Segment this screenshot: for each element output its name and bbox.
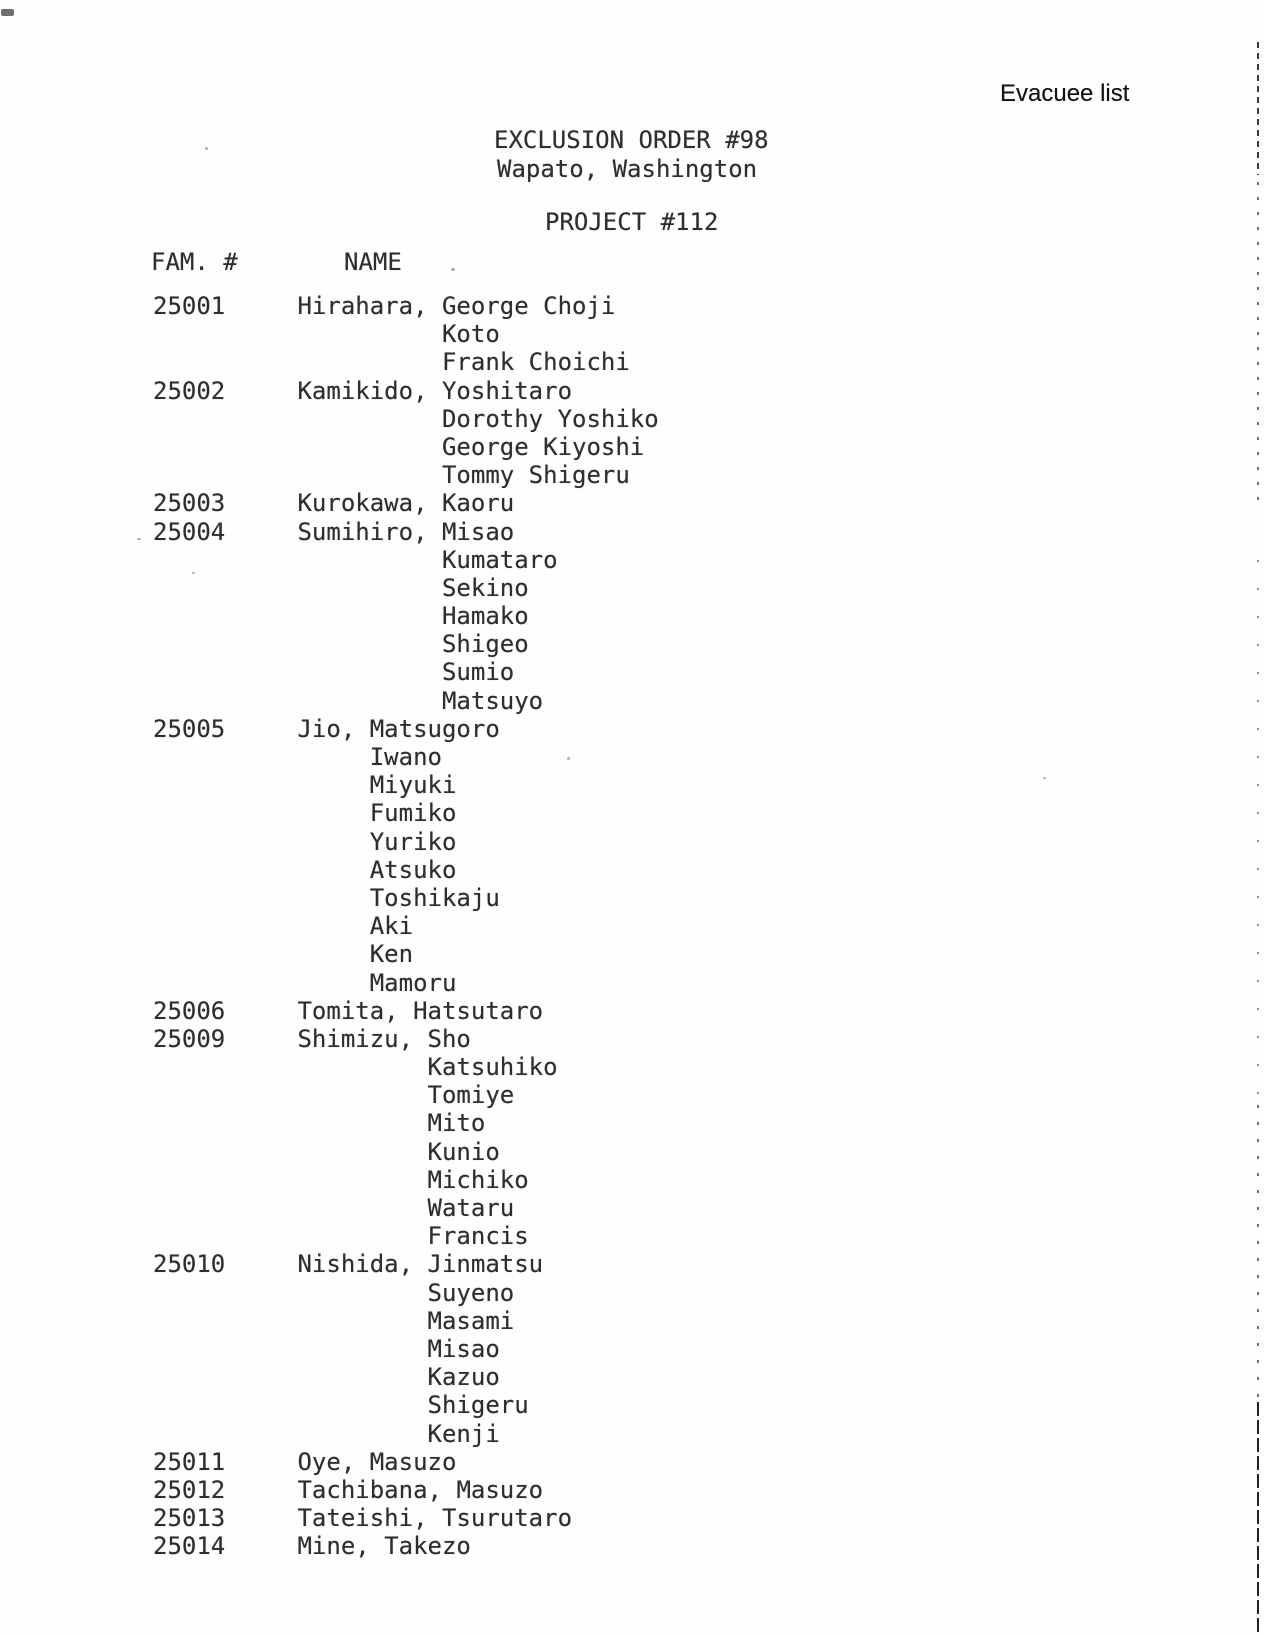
family-number: 25009	[153, 1024, 226, 1053]
member-name: Masuzo	[456, 1475, 544, 1504]
member-name: Hamako	[441, 602, 529, 631]
column-header-name: NAME	[344, 248, 402, 276]
table-row	[153, 574, 659, 602]
family-number: 25002	[153, 376, 226, 405]
scan-speck	[137, 538, 141, 540]
table-row	[153, 1532, 659, 1560]
table-row	[153, 912, 659, 940]
scan-edge-line-segment	[1257, 182, 1259, 512]
family-number: 25003	[153, 489, 226, 518]
member-name: Takezo	[384, 1532, 471, 1561]
table-row	[153, 743, 659, 771]
scan-edge-line-segment	[1257, 42, 1259, 175]
member-name: Misao	[441, 517, 515, 546]
table-row	[153, 1363, 659, 1391]
family-surname: Nishida,	[297, 1250, 428, 1279]
scan-speck	[451, 268, 455, 271]
table-row	[153, 1279, 659, 1307]
table-row	[153, 1222, 659, 1250]
member-name: Tomiye	[427, 1081, 515, 1110]
member-name: Sumio	[441, 658, 515, 687]
scan-speck	[1043, 777, 1046, 779]
member-name: Misao	[427, 1334, 500, 1363]
scan-edge-line-segment	[1257, 1105, 1259, 1400]
scan-edge-line-segment	[1257, 560, 1259, 1100]
member-name: Fumiko	[369, 799, 457, 828]
scan-smudge	[1, 9, 14, 16]
table-row	[153, 1476, 659, 1504]
document-title: EXCLUSION ORDER #98	[494, 126, 769, 154]
table-row	[153, 771, 659, 799]
member-name: Iwano	[369, 743, 442, 771]
scan-edge-line-segment	[1257, 1402, 1259, 1635]
member-name: Shigeo	[441, 630, 529, 659]
family-surname: Jio,	[297, 714, 370, 743]
family-number: 25012	[153, 1475, 226, 1504]
table-row	[153, 1081, 659, 1109]
member-name: George Choji	[441, 292, 616, 320]
table-row	[153, 1194, 659, 1222]
table-row	[153, 320, 659, 348]
member-name: Tsurutaro	[441, 1504, 573, 1533]
member-name: Atsuko	[369, 855, 457, 884]
table-row	[153, 348, 659, 376]
table-row	[153, 461, 659, 489]
member-name: Dorothy Yoshiko	[441, 404, 659, 433]
table-row	[153, 1504, 659, 1532]
member-name: Miyuki	[369, 771, 457, 800]
member-name: Yuriko	[369, 827, 457, 856]
member-name: Jinmatsu	[427, 1250, 544, 1279]
member-name: Mito	[427, 1109, 486, 1138]
column-header-fam-number: FAM. #	[151, 248, 238, 276]
table-row	[153, 884, 659, 912]
table-row	[153, 518, 659, 546]
member-name: Frank Choichi	[441, 348, 630, 377]
member-name: Hatsutaro	[413, 996, 544, 1025]
family-surname: Tachibana,	[297, 1475, 457, 1504]
family-number: 25004	[153, 517, 226, 546]
family-surname: Sumihiro,	[297, 517, 442, 546]
member-name: Kaoru	[441, 489, 515, 518]
table-row	[153, 377, 659, 405]
family-surname: Mine,	[297, 1532, 385, 1561]
member-name: Wataru	[427, 1194, 515, 1222]
scan-speck	[192, 572, 195, 574]
table-row	[153, 715, 659, 743]
table-row	[153, 1335, 659, 1363]
member-name: Francis	[427, 1222, 529, 1251]
table-row	[153, 1420, 659, 1448]
member-name: Mamoru	[369, 968, 457, 997]
member-name: Sho	[427, 1024, 471, 1053]
member-name: Aki	[369, 912, 414, 941]
scan-speck	[205, 147, 208, 150]
family-number: 25005	[153, 714, 226, 743]
member-name: Suyeno	[427, 1278, 515, 1307]
table-row	[153, 433, 659, 461]
table-row	[153, 997, 659, 1025]
table-row	[153, 489, 659, 517]
family-number: 25014	[153, 1532, 226, 1561]
family-number: 25010	[153, 1250, 226, 1279]
member-name: Matsugoro	[369, 714, 500, 743]
annotation-evacuee-list: Evacuee list	[1000, 80, 1130, 107]
family-number: 25006	[153, 996, 226, 1025]
table-row	[153, 1448, 659, 1476]
member-name: Masuzo	[369, 1447, 457, 1476]
table-row	[153, 940, 659, 968]
member-name: Matsuyo	[441, 686, 544, 715]
table-row	[153, 1391, 659, 1419]
family-surname: Kurokawa,	[297, 489, 442, 518]
table-row	[153, 292, 659, 320]
member-name: Shigeru	[427, 1391, 529, 1420]
member-name: Masami	[427, 1306, 515, 1335]
table-row	[153, 799, 659, 827]
member-name: Kunio	[427, 1137, 500, 1166]
table-row	[153, 630, 659, 658]
table-row	[153, 1166, 659, 1194]
family-surname: Tomita,	[297, 996, 414, 1025]
member-name: Sekino	[441, 573, 529, 602]
scan-speck	[567, 757, 570, 760]
family-number: 25013	[153, 1504, 226, 1533]
table-row	[153, 1109, 659, 1137]
table-row	[153, 658, 659, 686]
table-row	[153, 969, 659, 997]
member-name: Michiko	[427, 1165, 529, 1194]
family-number: 25011	[153, 1447, 226, 1476]
table-row	[153, 602, 659, 630]
family-surname: Kamikido,	[297, 376, 442, 405]
evacuee-roster	[153, 292, 659, 1560]
member-name: Koto	[441, 320, 500, 349]
member-name: Ken	[369, 940, 414, 969]
member-name: Katsuhiko	[427, 1053, 558, 1082]
member-name: Kenji	[427, 1419, 500, 1448]
table-row	[153, 828, 659, 856]
document-subtitle-location: Wapato, Washington	[497, 155, 758, 183]
table-row	[153, 546, 659, 574]
member-name: Yoshitaro	[441, 376, 573, 405]
table-row	[153, 687, 659, 715]
family-number: 25001	[153, 292, 226, 320]
family-surname: Oye,	[297, 1447, 370, 1476]
table-row	[153, 1250, 659, 1278]
table-row	[153, 1138, 659, 1166]
project-number: PROJECT #112	[545, 208, 719, 236]
table-row	[153, 1307, 659, 1335]
table-row	[153, 405, 659, 433]
table-row	[153, 856, 659, 884]
family-surname: Shimizu,	[297, 1024, 428, 1053]
member-name: Toshikaju	[369, 883, 500, 912]
family-surname: Hirahara,	[297, 292, 442, 320]
member-name: George Kiyoshi	[441, 432, 645, 461]
member-name: Kumataro	[441, 545, 558, 574]
table-row	[153, 1025, 659, 1053]
family-surname: Tateishi,	[297, 1504, 442, 1533]
member-name: Kazuo	[427, 1363, 500, 1392]
table-row	[153, 1053, 659, 1081]
member-name: Tommy Shigeru	[441, 461, 630, 490]
